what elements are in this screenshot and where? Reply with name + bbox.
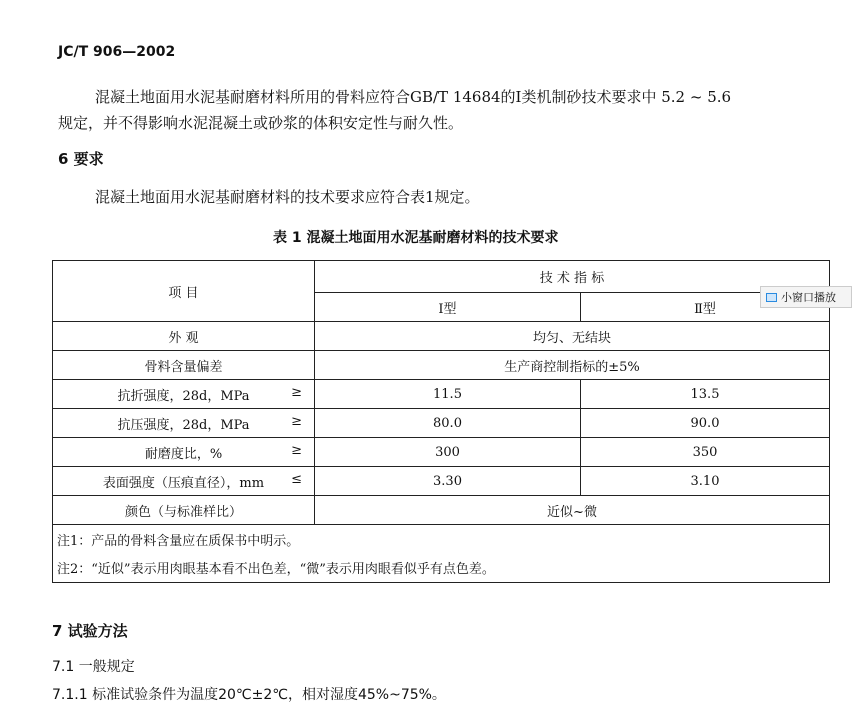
- requirements-table: [52, 260, 830, 583]
- table-note: 注1：产品的骨料含量应在质保书中明示。: [53, 525, 830, 554]
- value-type1: 11.5: [315, 380, 581, 409]
- comparison-symbol: ≤: [291, 471, 302, 487]
- paragraph: 混凝土地面用水泥基耐磨材料所用的骨料应符合GB/T 14684的Ⅰ类机制砂技术要求中 5.2 ~ 5.6: [95, 88, 732, 106]
- header-type2: Ⅱ型: [581, 293, 830, 322]
- table-title: 表 1 混凝土地面用水泥基耐磨材料的技术要求: [273, 230, 559, 246]
- item-label: 抗折强度，28d，MPa: [117, 388, 250, 404]
- row-value: 生产商控制指标的±5%: [315, 351, 830, 380]
- row-item: 骨料含量偏差: [53, 351, 315, 380]
- standard-code: JC/T 906—2002: [58, 44, 176, 60]
- row-item: [53, 380, 315, 409]
- row-item: 外 观: [53, 322, 315, 351]
- section-heading: 6 要求: [58, 150, 104, 168]
- row-item: [53, 438, 315, 467]
- value-type2: 3.10: [581, 467, 830, 496]
- value-type2: 90.0: [581, 409, 830, 438]
- paragraph: 规定，并不得影响水泥混凝土或砂浆的体积安定性与耐久性。: [58, 114, 464, 132]
- value-type2: 13.5: [581, 380, 830, 409]
- tv-icon: [766, 293, 777, 302]
- row-value: 近似~微: [315, 496, 830, 525]
- header-item: 项 目: [53, 261, 315, 322]
- value-type1: 80.0: [315, 409, 581, 438]
- row-item: [53, 409, 315, 438]
- popup-label: 小窗口播放: [781, 291, 836, 304]
- comparison-symbol: ≥: [291, 413, 302, 429]
- table-note: 注2：“近似”表示用肉眼基本看不出色差，“微”表示用肉眼看似乎有点色差。: [53, 553, 830, 582]
- paragraph: 7.1.1 标准试验条件为温度20℃±2℃，相对湿度45%~75%。: [52, 687, 446, 703]
- value-type2: 350: [581, 438, 830, 467]
- paragraph: 混凝土地面用水泥基耐磨材料的技术要求应符合表1规定。: [95, 188, 480, 206]
- comparison-symbol: ≥: [291, 442, 302, 458]
- comparison-symbol: ≥: [291, 384, 302, 400]
- value-type1: 3.30: [315, 467, 581, 496]
- section-heading: 7 试验方法: [52, 622, 128, 640]
- item-label: 抗压强度，28d，MPa: [117, 417, 250, 433]
- item-label: 耐磨度比，%: [144, 446, 223, 462]
- header-spec: 技 术 指 标: [315, 261, 830, 293]
- mini-window-play-button[interactable]: [760, 286, 852, 308]
- row-value: 均匀、无结块: [315, 322, 830, 351]
- row-item: [53, 467, 315, 496]
- header-type1: Ⅰ型: [315, 293, 581, 322]
- item-label: 表面强度（压痕直径），mm: [102, 475, 265, 491]
- value-type1: 300: [315, 438, 581, 467]
- subsection-heading: 7.1 一般规定: [52, 659, 135, 675]
- row-item: 颜色（与标准样比）: [53, 496, 315, 525]
